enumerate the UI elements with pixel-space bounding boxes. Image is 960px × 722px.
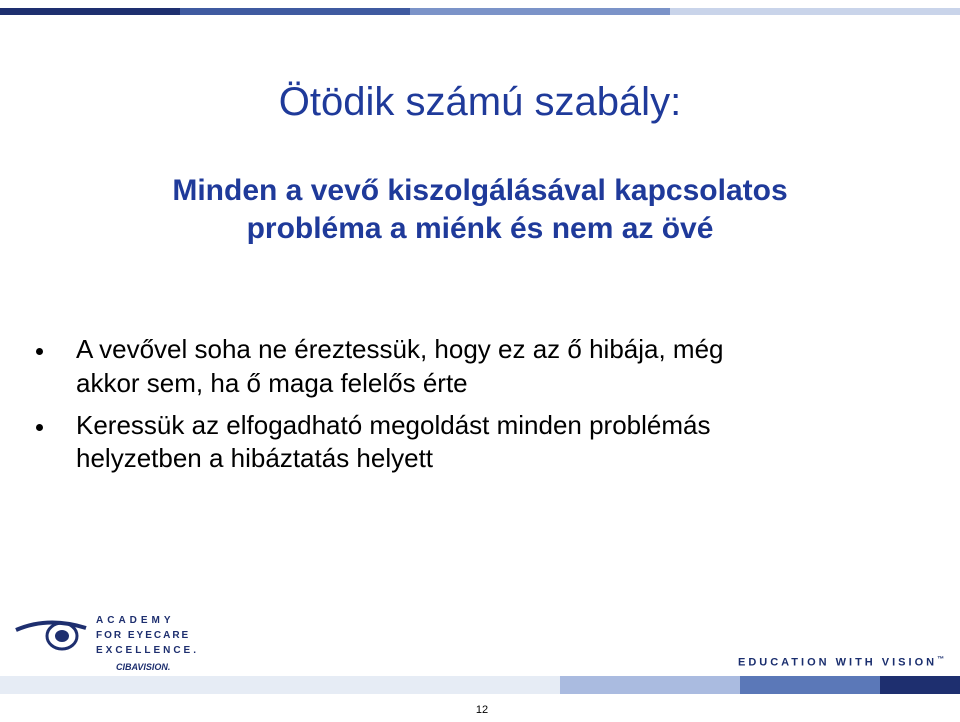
tagline (738, 656, 945, 672)
bullet-item (36, 333, 936, 401)
bullet-dot-icon (36, 348, 43, 355)
logo-brand: CIBAVISION. (116, 662, 171, 672)
top-decor-bar (0, 8, 960, 15)
subtitle-line: Minden a vevő kiszolgálásával kapcsolatos (172, 174, 788, 207)
bullet-line: akkor sem, ha ő maga felelős érte (76, 367, 468, 398)
page-number: 12 (475, 704, 489, 716)
bullet-list (36, 333, 936, 484)
bottom-decor-bar (0, 676, 960, 694)
bullet-line: A vevővel soha ne éreztessük, hogy ez az ő hibája, még (76, 334, 724, 364)
logo-line: EXCELLENCE. (96, 645, 200, 656)
slide-title: Ötödik számú szabály: (278, 80, 682, 124)
logo-line: FOR EYECARE (96, 630, 191, 641)
academy-eyecare-logo (14, 606, 214, 678)
bullet-item (36, 409, 936, 477)
subtitle-line: probléma a miénk és nem az övé (246, 211, 714, 245)
tagline-text: EDUCATION WITH VISION (738, 656, 938, 669)
bullet-line: Keressük az elfogadható megoldást minden problémás (76, 409, 711, 440)
tagline-trademark: ™ (937, 656, 945, 663)
bullet-line: helyzetben a hibáztatás helyett (76, 443, 434, 474)
bullet-dot-icon (36, 424, 43, 431)
logo-line: ACADEMY (96, 615, 175, 626)
slide-subtitle (0, 172, 960, 247)
